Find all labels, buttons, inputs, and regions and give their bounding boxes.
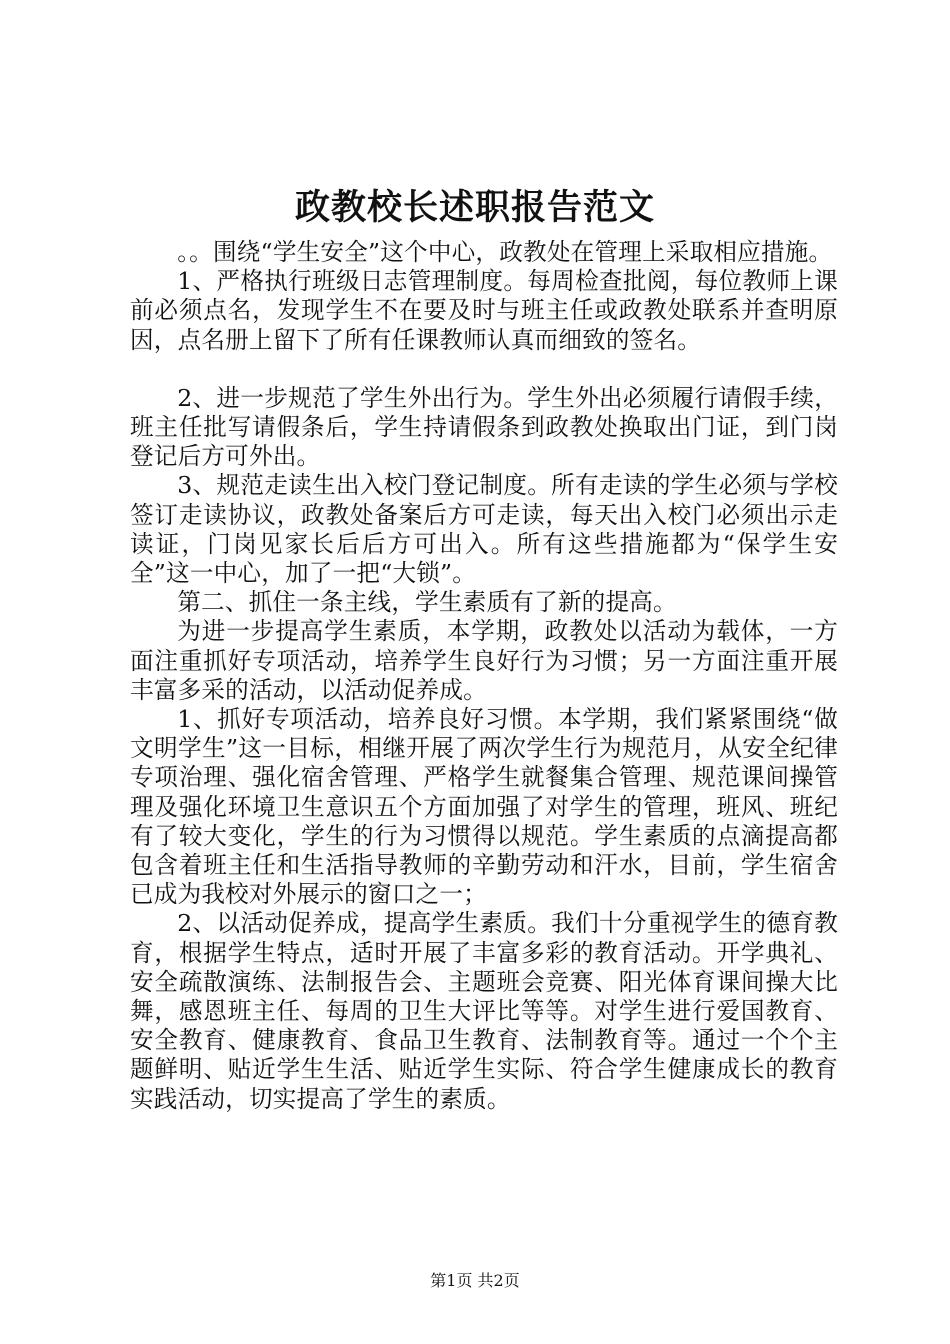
paragraph-day-students: 3、规范走读生出入校门登记制度。所有走读的学生必须与学校签订走读协议，政教处备案后方可走读，每天出入校门必须出示走读证，门岗见家长后后方可出入。所有这些措施都为“保学生安全”这一中心，加了一把“大锁”。 [130,471,838,588]
paragraph-section-heading: 第二、抓住一条主线，学生素质有了新的提高。 [177,588,677,617]
paragraph-quality-overview: 为进一步提高学生素质，本学期，政教处以活动为载体，一方面注重抓好专项活动，培养学生良好行为习惯；另一方面注重开展丰富多采的活动，以活动促养成。 [130,617,838,704]
page-footer: 第1页 共2页 [430,1271,520,1290]
paragraph-outing-rules: 2、进一步规范了学生外出行为。学生外出必须履行请假手续，班主任批写请假条后，学生持请假条到政教处换取出门证，到门岗登记后方可外出。 [130,383,838,471]
document-title: 政教校长述职报告范文 [294,187,655,228]
paragraph-class-log: 1、严格执行班级日志管理制度。每周检查批阅，每位教师上课前必须点名，发现学生不在要及时与班主任或政教处联系并查明原因，点名册上留下了所有任课教师认真而细致的签名。 [130,267,838,354]
paragraph-activity-education: 2、以活动促养成，提高学生素质。我们十分重视学生的德育教育，根据学生特点，适时开展了丰富多彩的教育活动。开学典礼、安全疏散演练、法制报告会、主题班会竞赛、阳光体育课间操大比舞，感恩班主任、每周的卫生大评比等等。对学生进行爱国教育、安全教育、健康教育、食品卫生教育、法制教育等。通过一个个主题鲜明、贴近学生生活、贴近学生实际、符合学生健康成长的教育实践活动，切实提高了学生的素质。 [130,909,838,1113]
paragraph-special-activities: 1、抓好专项活动，培养良好习惯。本学期，我们紧紧围绕“做文明学生”这一目标，相继开展了两次学生行为规范月，从安全纪律专项治理、强化宿舍管理、严格学生就餐集合管理、规范课间操管理及强化环境卫生意识五个方面加强了对学生的管理，班风、班纪有了较大变化，学生的行为习惯得以规范。学生素质的点滴提高都包含着班主任和生活指导教师的辛勤劳动和汗水，目前，学生宿舍已成为我校对外展示的窗口之一； [130,705,838,909]
document-body [130,238,838,1114]
paragraph-intro: 。。围绕“学生安全”这个中心，政教处在管理上采取相应措施。 [177,238,833,266]
paragraph-gap [130,355,838,384]
